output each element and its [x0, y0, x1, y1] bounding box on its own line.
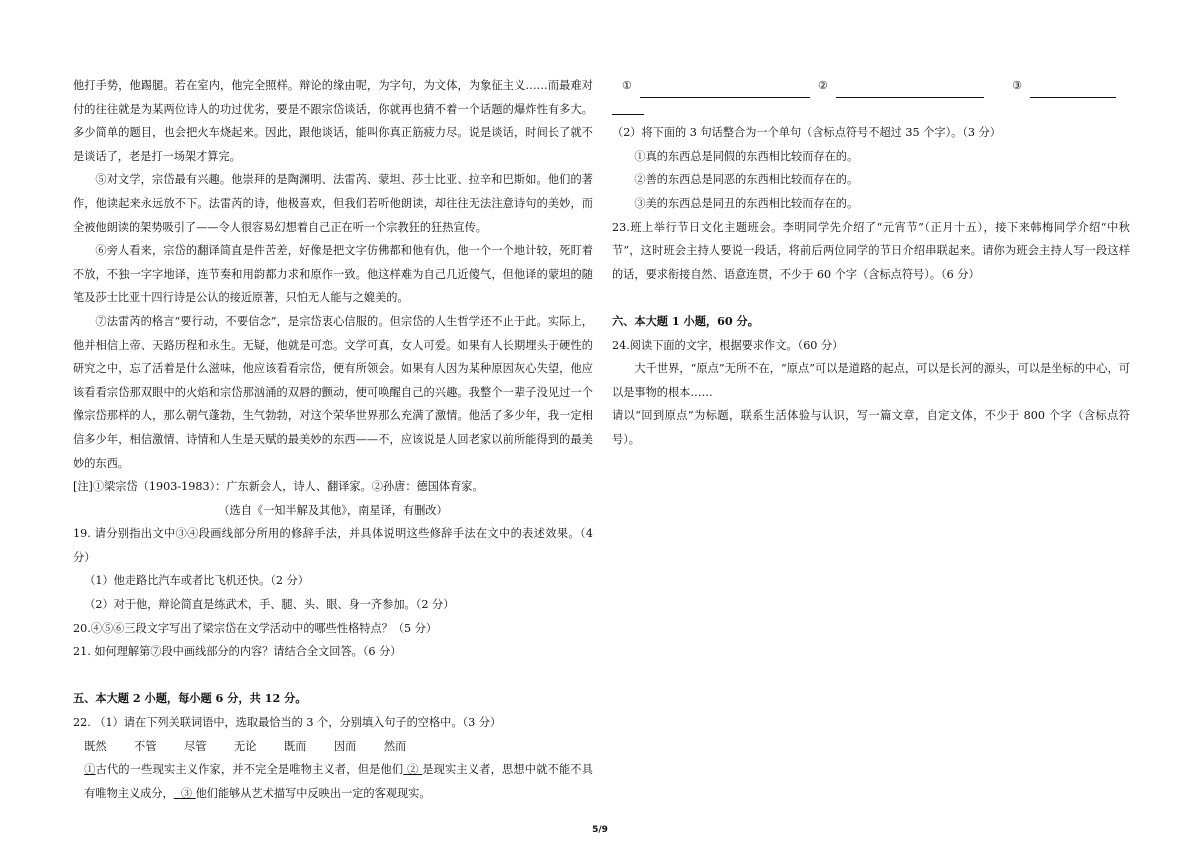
section-5-heading: 五、本大题 2 小题，每小题 6 分，共 12 分。: [73, 691, 307, 706]
sentence-1: ①真的东西总是同假的东西相比较而存在的。: [634, 149, 859, 163]
word-choice: 既然: [84, 739, 107, 753]
question-23: 23.班上举行节日文化主题班会。李明同学先介绍了“元宵节”（正月十五），接下来韩梅同学介绍“中秋节”，这时班会主持人要说一段话，将前后两位同学的节日介绍串联起来。请你为班会主持人写一段这样的话，要求衔接自然、语意连贯，不少于 60 个字（含标点符号）。（6 分）: [612, 220, 1130, 281]
right-column: [612, 74, 1130, 452]
passage-paragraph-7: ⑦法雷芮的格言“要行动，不要信念”，是宗岱衷心信服的。但宗岱的人生哲学还不止于此。实际上，他并相信上帝、天路历程和永生。无疑，他就是可恋。文学可真，女人可爱。如果有人长期埋头于硬性的研究之中，忘了活着是什么滋味，他应该看看宗岱，便有所领会。如果有人因为某种原因灰心失望，他应该看看宗岱那双眼中的火焰和宗岱那汹涌的双唇的颤动，便可唤醒自己的兴趣。我整个一辈子没见过一个像宗岱那样的人，那么朝气蓬勃，生气勃勃，对这个荣华世界那么充满了激情。他活了多少年，我一定相信多少年，相信激情、诗情和人生是天赋的最美妙的东西——不，应该说是人回老家以前所能得到的最美妙的东西。: [73, 314, 593, 470]
section-6-heading: 六、本大题 1 小题，60 分。: [612, 313, 759, 328]
answer-blank-3-cont[interactable]: [612, 102, 644, 115]
sentence-2: ②善的东西总是同恶的东西相比较而存在的。: [634, 173, 859, 187]
word-choice: 不管: [134, 739, 157, 753]
blank-mark-1: ①: [84, 763, 96, 777]
left-column: [73, 74, 593, 805]
question-20: 20.④⑤⑥三段文字写出了梁宗岱在文学活动中的哪些性格特点？（5 分）: [73, 621, 438, 635]
question-22: 22. （1）请在下列关联词语中，选取最恰当的 3 个，分别填入句子的空格中。（3 分）: [73, 716, 502, 730]
word-choice: 尽管: [184, 739, 207, 753]
passage-source: （选自《一知半解及其他》，南星译，有删改）: [218, 503, 448, 517]
word-choice: 既而: [284, 739, 307, 753]
answer-blank-label-1: ①: [622, 79, 633, 92]
answer-blank-label-3: ③: [1012, 79, 1023, 92]
question-22-sentence: ①古代的一些现实主义作家，并不完全是唯物主义者，但是他们 ② 是现实主义者，思想中就不能不具有唯物主义成分， ③ 他们能够从艺术描写中反映出一定的客观现实。: [84, 763, 593, 800]
question-19-part-1: （1）他走路比汽车或者比飞机还快。（2 分）: [84, 574, 309, 588]
answer-blank-label-2: ②: [818, 79, 829, 92]
question-21: 21. 如何理解第⑦段中画线部分的内容？请结合全文回答。（6 分）: [73, 645, 402, 659]
passage-paragraph-6: ⑥旁人看来，宗岱的翻译简直是件苦差，好像是把文字仿佛都和他有仇，他一个一个地计较，死盯着不放，不独一字字地译，连节奏和用韵都力求和原作一致。他这样难为自己几近傻气，但他译的蒙坦的随笔及莎士比亚十四行诗是公认的接近原著，只怕无人能与之媲美的。: [73, 244, 593, 305]
word-choice: 无论: [234, 739, 257, 753]
word-choices: [73, 735, 593, 759]
question-19-part-2: （2）对于他，辩论简直是练武术，手、腿、头、眼、身一齐参加。（2 分）: [84, 598, 455, 612]
answer-blank-2[interactable]: [836, 85, 984, 98]
question-19: 19. 请分别指出文中③④段画线部分所用的修辞手法，并具体说明这些修辞手法在文中的表述效果。（4 分）: [73, 527, 593, 564]
answer-blanks: [612, 74, 1130, 98]
answer-blank-3[interactable]: [1030, 85, 1116, 98]
question-22-part-2: （2）将下面的 3 句话整合为一个单句（含标点符号不超过 35 个字）。（3 分）: [612, 126, 1001, 140]
sentence-3: ③美的东西总是同丑的东西相比较而存在的。: [634, 196, 859, 210]
page-number: 5/9: [592, 825, 608, 835]
blank-mark-3: ③: [180, 786, 193, 800]
passage-paragraph-4: 他打手势，他踢腿。若在室内，他完全照样。辩论的缘由呢，为字句，为文体，为象征主义……而最难对付的往往就是为某两位诗人的功过优劣，要是不跟宗岱谈话，你就再也猜不着一个话题的爆炸性有多大。多少简单的题目，也会把火车烧起来。因此，跟他谈话，能叫你真正筋疲力尽。说是谈话，时间长了就不是谈话了，老是打一场架才算完。: [73, 79, 593, 163]
word-choice: 因而: [333, 739, 357, 753]
blank-mark-2: ②: [407, 763, 419, 777]
word-choice: 然而: [383, 739, 407, 753]
passage-paragraph-5: ⑤对文学，宗岱最有兴趣。他崇拜的是陶渊明、法雷芮、蒙坦、莎士比亚、拉辛和巴斯如。他们的著作，他读起来永远放不下。法雷芮的诗，他极喜欢，但我们若听他朗读，却往往无法注意诗句的美妙，而全被他朗读的架势吸引了——令人很容易幻想着自己正在听一个宗教狂的狂热宣传。: [73, 173, 593, 234]
essay-prompt-text: 大千世界，“原点”无所不在，“原点”可以是道路的起点，可以是长河的源头，可以是坐标的中心，可以是事物的根本……: [612, 362, 1130, 399]
passage-note: [注]①梁宗岱（1903-1983）：广东新会人，诗人、翻译家。②孙唐：德国体育家。: [73, 480, 484, 494]
answer-blank-1[interactable]: [640, 85, 810, 98]
essay-requirement: 请以“回到原点”为标题，联系生活体验与认识，写一篇文章，自定文体，不少于 800 个字（含标点符号）。: [612, 409, 1130, 446]
question-24: 24.阅读下面的文字，根据要求作文。（60 分）: [612, 338, 844, 352]
